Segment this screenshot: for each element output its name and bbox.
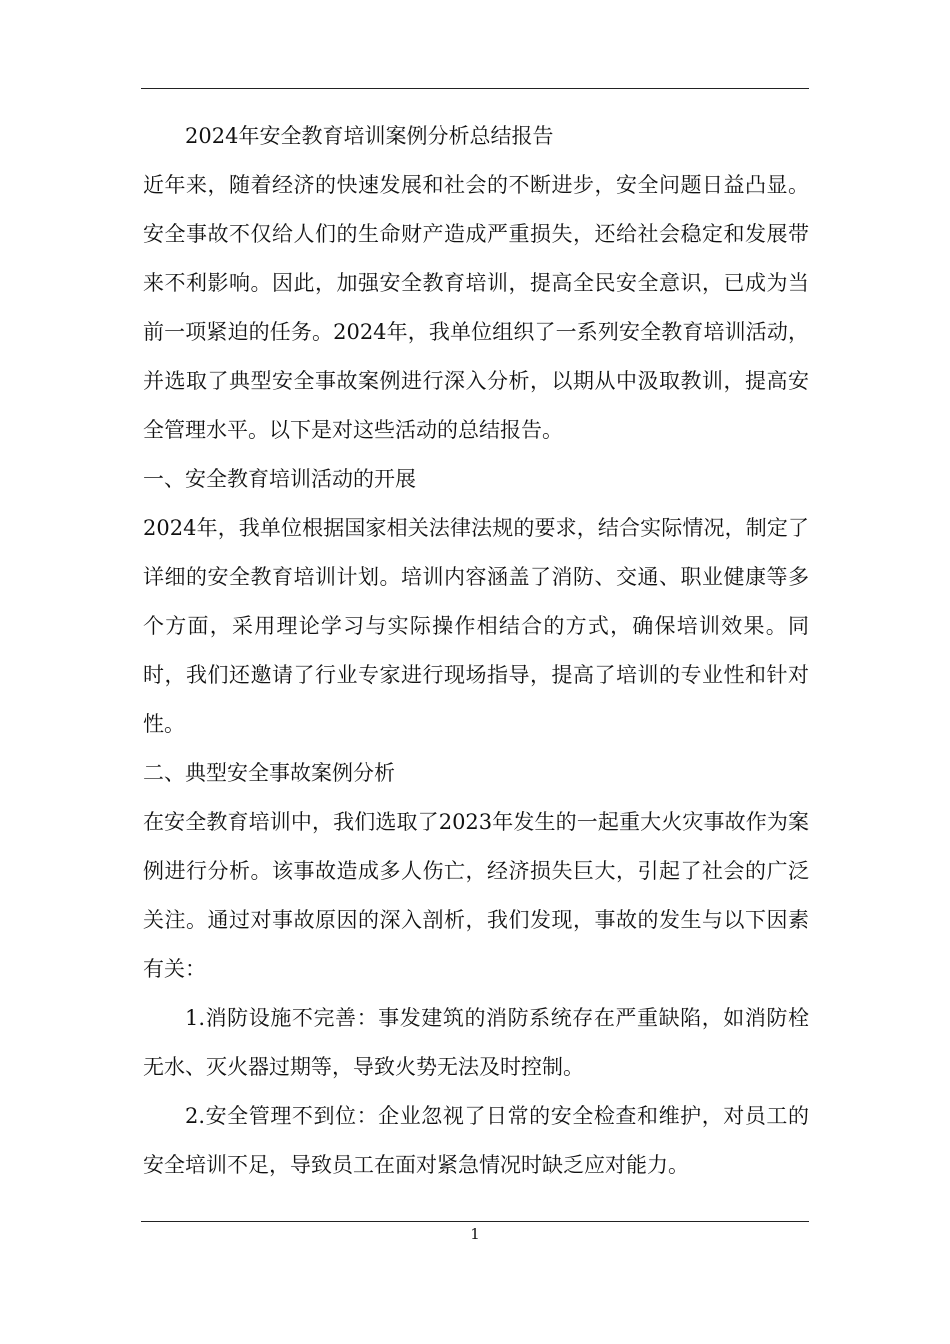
footer-rule bbox=[141, 1221, 809, 1222]
section-heading-1: 一、安全教育培训活动的开展 bbox=[143, 467, 416, 491]
list-item-2: 2.安全管理不到位：企业忽视了日常的安全检查和维护，对员工的安全培训不足，导致员工在面对紧急情况时缺乏应对能力。 bbox=[143, 1104, 809, 1177]
header-rule bbox=[141, 88, 809, 89]
document-body bbox=[143, 112, 809, 1190]
section-1-paragraph: 2024年，我单位根据国家相关法律法规的要求，结合实际情况，制定了详细的安全教育培训计划。培训内容涵盖了消防、交通、职业健康等多个方面，采用理论学习与实际操作相结合的方式，确保培训效果。同时，我们还邀请了行业专家进行现场指导，提高了培训的专业性和针对性。 bbox=[143, 516, 809, 736]
intro-paragraph: 近年来，随着经济的快速发展和社会的不断进步，安全问题日益凸显。安全事故不仅给人们的生命财产造成严重损失，还给社会稳定和发展带来不利影响。因此，加强安全教育培训，提高全民安全意识，已成为当前一项紧迫的任务。2024年，我单位组织了一系列安全教育培训活动，并选取了典型安全事故案例进行深入分析，以期从中汲取教训，提高安全管理水平。以下是对这些活动的总结报告。 bbox=[143, 173, 809, 442]
section-heading-2: 二、典型安全事故案例分析 bbox=[143, 761, 395, 785]
section-2-paragraph: 在安全教育培训中，我们选取了2023年发生的一起重大火灾事故作为案例进行分析。该事故造成多人伤亡，经济损失巨大，引起了社会的广泛关注。通过对事故原因的深入剖析，我们发现，事故的发生与以下因素有关： bbox=[143, 810, 809, 981]
list-item-1: 1.消防设施不完善：事发建筑的消防系统存在严重缺陷，如消防栓无水、灭火器过期等，导致火势无法及时控制。 bbox=[143, 1006, 809, 1079]
document-title: 2024年安全教育培训案例分析总结报告 bbox=[185, 124, 554, 148]
page-number: 1 bbox=[470, 1225, 480, 1243]
